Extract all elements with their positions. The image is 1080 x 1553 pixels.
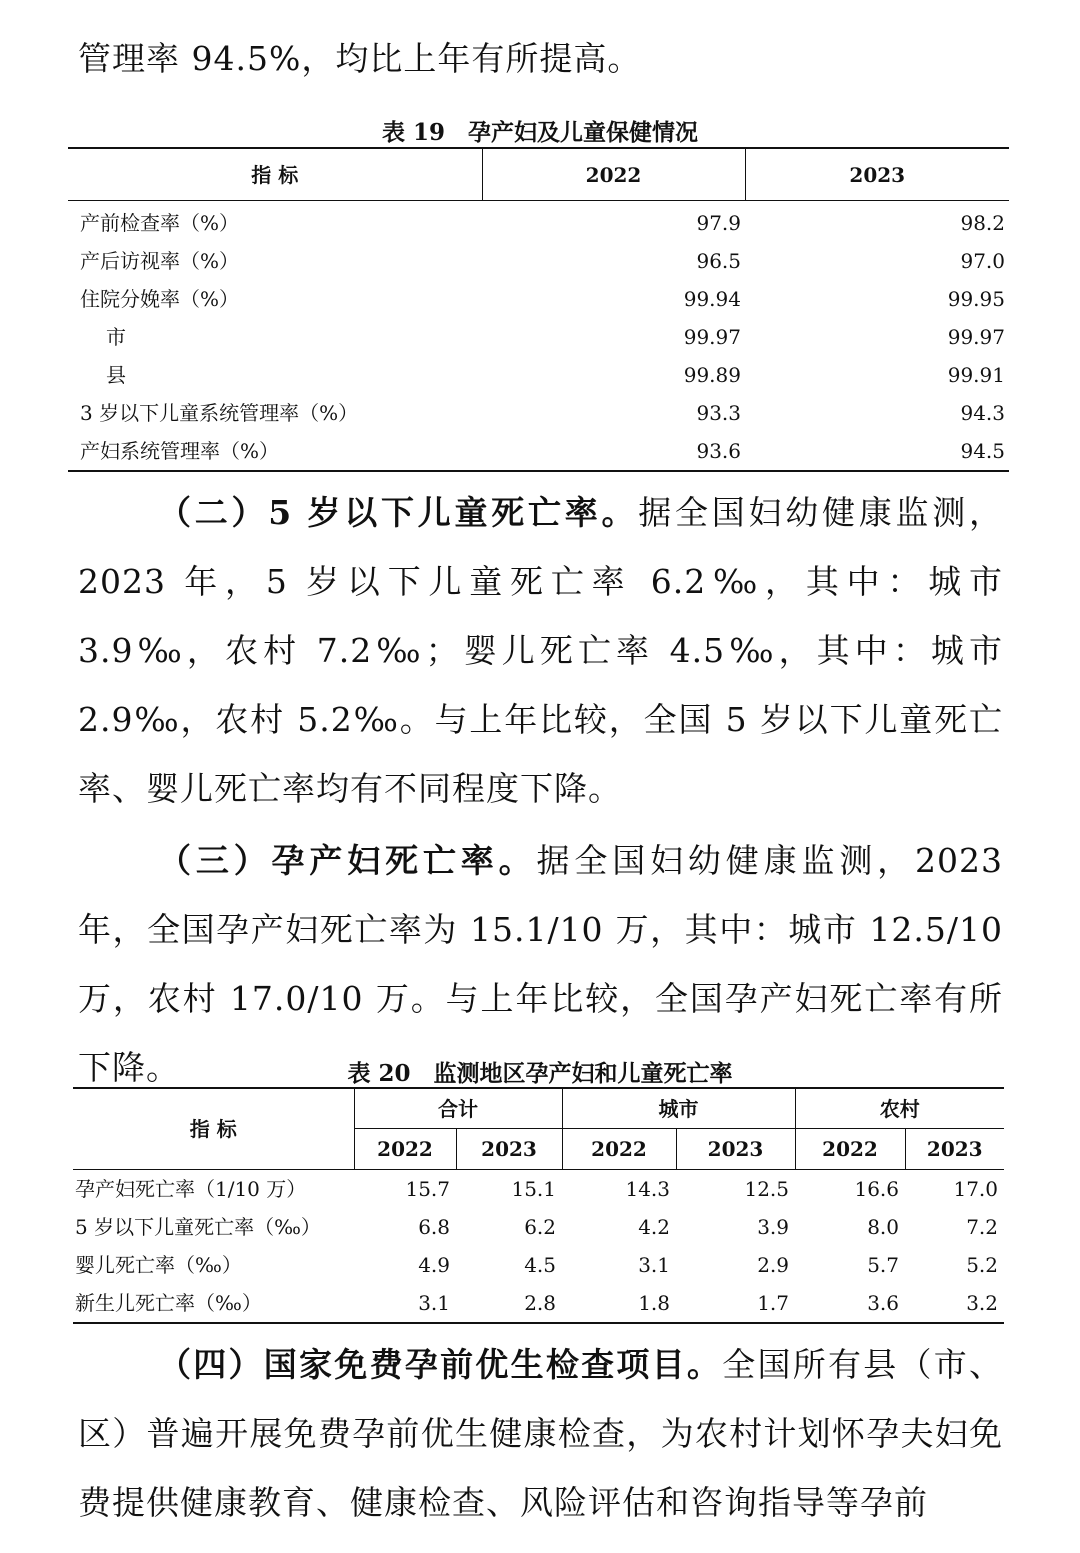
table20-header-year: 2023 — [456, 1129, 562, 1170]
section4-body: 全国所有县（市、区）普遍开展免费孕前优生健康检查，为农村计划怀孕夫妇免费提供健康教育、健康检查、风险评估和咨询指导等孕前 — [78, 1345, 1004, 1522]
row-label: 产妇系统管理率（%） — [80, 439, 280, 463]
intro-line: 管理率 94.5%，均比上年有所提高。 — [78, 39, 642, 78]
row-label: 产后访视率（%） — [80, 249, 240, 273]
cell-value: 17.0 — [953, 1177, 998, 1201]
cell-value: 3.9 — [757, 1215, 789, 1239]
cell-value: 1.7 — [757, 1291, 789, 1315]
cell-value: 2.9 — [757, 1253, 789, 1277]
value-2023: 94.5 — [960, 439, 1005, 463]
table-row — [68, 356, 1009, 394]
value-2022: 93.3 — [696, 401, 741, 425]
row-label: 孕产妇死亡率（1/10 万） — [75, 1177, 307, 1201]
cell-value: 3.6 — [867, 1291, 899, 1315]
cell-value: 1.8 — [638, 1291, 670, 1315]
table20-header-group-row — [73, 1088, 1004, 1129]
table19-header-2022: 2022 — [482, 148, 745, 201]
section4-heading: （四）国家免费孕前优生检查项目。 — [158, 1345, 723, 1384]
cell-value: 16.6 — [854, 1177, 899, 1201]
value-2022: 99.89 — [683, 363, 741, 387]
cell-value: 4.5 — [524, 1253, 556, 1277]
cell-value: 15.1 — [511, 1177, 556, 1201]
table20-header-year: 2023 — [676, 1129, 795, 1170]
row-label: 3 岁以下儿童系统管理率（%） — [80, 401, 359, 425]
table20-header-total: 合计 — [354, 1088, 562, 1129]
table-row — [68, 242, 1009, 280]
section2-paragraph — [78, 478, 1003, 823]
table-row — [73, 1170, 1004, 1209]
table-row — [73, 1246, 1004, 1284]
table-row — [73, 1208, 1004, 1246]
table20-header-urban: 城市 — [562, 1088, 795, 1129]
row-label: 5 岁以下儿童死亡率（‰） — [75, 1215, 321, 1239]
value-2023: 98.2 — [960, 211, 1005, 235]
cell-value: 3.1 — [638, 1253, 670, 1277]
value-2022: 99.97 — [683, 325, 741, 349]
value-2023: 97.0 — [960, 249, 1005, 273]
table-row — [68, 394, 1009, 432]
section4-paragraph — [78, 1330, 1003, 1537]
cell-value: 7.2 — [966, 1215, 998, 1239]
cell-value: 5.2 — [966, 1253, 998, 1277]
table19-caption: 表 19 孕产妇及儿童保健情况 — [381, 119, 698, 146]
cell-value: 3.2 — [966, 1291, 998, 1315]
row-label: 市 — [106, 325, 126, 349]
cell-value: 6.8 — [418, 1215, 450, 1239]
table20 — [73, 1087, 1004, 1324]
row-label: 新生儿死亡率（‰） — [75, 1291, 262, 1315]
table19 — [68, 147, 1009, 472]
table19-header-indicator: 指 标 — [68, 148, 482, 201]
value-2022: 96.5 — [696, 249, 741, 273]
table-row — [68, 432, 1009, 471]
value-2023: 99.97 — [947, 325, 1005, 349]
table19-header-2023: 2023 — [745, 148, 1009, 201]
table20-caption: 表 20 监测地区孕产妇和儿童死亡率 — [347, 1060, 733, 1087]
row-label: 婴儿死亡率（‰） — [75, 1253, 242, 1277]
value-2022: 93.6 — [696, 439, 741, 463]
table20-header-year: 2022 — [354, 1129, 456, 1170]
cell-value: 4.2 — [638, 1215, 670, 1239]
cell-value: 5.7 — [867, 1253, 899, 1277]
table19-header-row — [68, 148, 1009, 201]
cell-value: 14.3 — [625, 1177, 670, 1201]
cell-value: 15.7 — [405, 1177, 450, 1201]
cell-value: 3.1 — [418, 1291, 450, 1315]
value-2023: 99.95 — [947, 287, 1005, 311]
table20-header-rural: 农村 — [795, 1088, 1004, 1129]
cell-value: 2.8 — [524, 1291, 556, 1315]
section3-body: 据全国妇幼健康监测，2023 年，全国孕产妇死亡率为 15.1/10 万，其中：城市 12.5/10 万，农村 17.0/10 万。与上年比较，全国孕产妇死亡率有所下降。 — [78, 841, 1004, 1087]
cell-value: 4.9 — [418, 1253, 450, 1277]
cell-value: 12.5 — [744, 1177, 789, 1201]
cell-value: 8.0 — [867, 1215, 899, 1239]
table-row — [73, 1284, 1004, 1323]
table-row — [68, 318, 1009, 356]
table20-header-year: 2022 — [562, 1129, 676, 1170]
value-2023: 99.91 — [947, 363, 1005, 387]
cell-value: 6.2 — [524, 1215, 556, 1239]
table-row — [68, 280, 1009, 318]
value-2022: 99.94 — [683, 287, 741, 311]
table20-header-year: 2022 — [795, 1129, 905, 1170]
row-label: 住院分娩率（%） — [80, 287, 240, 311]
value-2023: 94.3 — [960, 401, 1005, 425]
section2-body: 据全国妇幼健康监测，2023 年，5 岁以下儿童死亡率 6.2‰，其中：城市 3.9‰，农村 7.2‰；婴儿死亡率 4.5‰，其中：城市 2.9‰，农村 5.2‰。与上年比较，全国 5 岁以下儿童死亡率、婴儿死亡率均有不同程度下降。 — [78, 493, 1004, 808]
section3-heading: （三）孕产妇死亡率。 — [158, 841, 537, 880]
row-label: 产前检查率（%） — [80, 211, 240, 235]
section2-heading: （二）5 岁以下儿童死亡率。 — [158, 493, 639, 532]
table20-header-indicator: 指 标 — [73, 1088, 354, 1170]
table-row — [68, 201, 1009, 243]
row-label: 县 — [106, 363, 126, 387]
table20-header-year: 2023 — [905, 1129, 1004, 1170]
value-2022: 97.9 — [696, 211, 741, 235]
